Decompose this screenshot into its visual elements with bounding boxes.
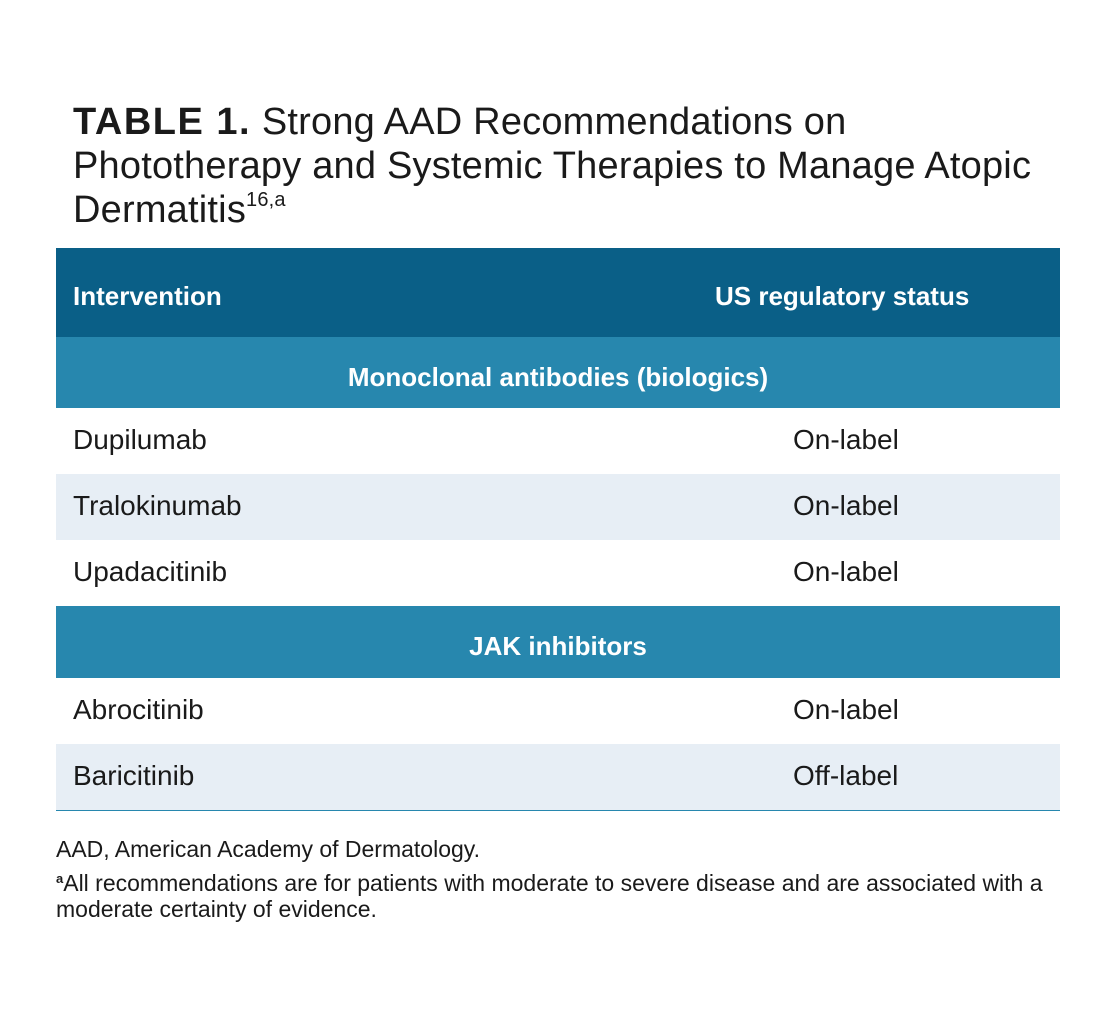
section-header-jak-inhibitors: JAK inhibitors — [56, 606, 1060, 678]
status-cell: On-label — [793, 556, 899, 587]
intervention-cell: Upadacitinib — [73, 556, 228, 587]
table-title — [73, 100, 1033, 232]
table-row — [56, 474, 1060, 540]
status-cell: Off-label — [793, 760, 899, 791]
table-row — [56, 540, 1060, 606]
table-title-text: Strong AAD Recommendations on Phototherapy and Systemic Therapies to Manage Atopic Dermatitis — [73, 101, 1032, 231]
recommendations-table — [56, 248, 1060, 811]
intervention-cell: Baricitinib — [73, 760, 195, 791]
status-cell: On-label — [793, 424, 899, 455]
table-row — [56, 408, 1060, 474]
title-superscript: 16,a — [246, 189, 286, 211]
column-header-intervention: Intervention — [73, 281, 222, 311]
table-number: TABLE 1. — [73, 101, 252, 143]
table-row — [56, 744, 1060, 811]
status-cell: On-label — [793, 490, 899, 521]
table-header-row — [56, 248, 1060, 337]
footnote-text: All recommendations are for patients with moderate to severe disease and are associated with a moderate certainty of evidence. — [56, 870, 1043, 922]
footnote-marker: a — [56, 871, 64, 886]
table-footnotes — [56, 834, 1066, 922]
section-header-biologics: Monoclonal antibodies (biologics) — [56, 337, 1060, 408]
column-header-status: US regulatory status — [715, 281, 970, 311]
intervention-cell: Abrocitinib — [73, 694, 204, 725]
footnote-a — [56, 870, 1066, 922]
intervention-cell: Dupilumab — [73, 424, 207, 455]
intervention-cell: Tralokinumab — [73, 490, 242, 521]
abbreviation-note: AAD, American Academy of Dermatology. — [56, 836, 480, 862]
status-cell: On-label — [793, 694, 899, 725]
table-row — [56, 678, 1060, 744]
